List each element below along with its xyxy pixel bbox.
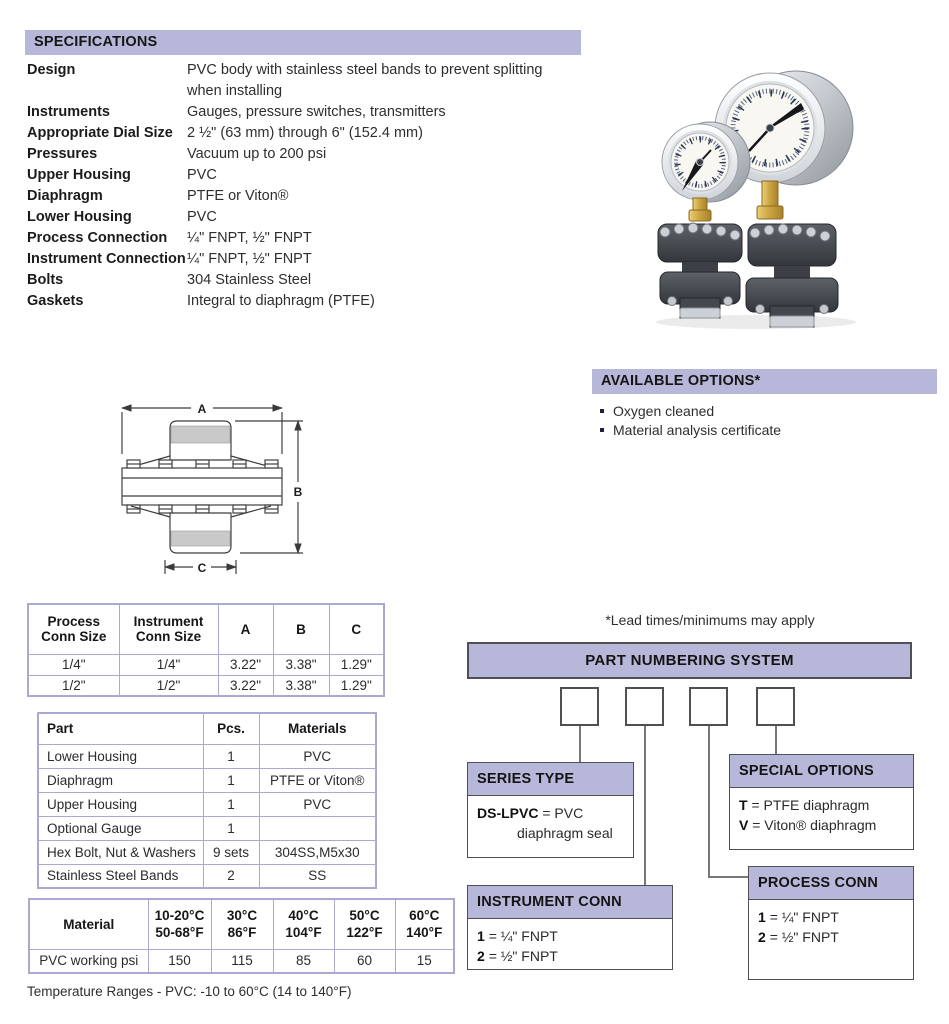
cell: 9 sets	[203, 840, 259, 864]
spec-label: Appropriate Dial Size	[27, 125, 173, 141]
cell: 1.29"	[329, 654, 384, 675]
series-type-entry: diaphragm seal	[517, 825, 613, 841]
table-row	[29, 949, 454, 973]
cell: 1	[203, 768, 259, 792]
table-row	[38, 816, 376, 840]
table-row	[28, 654, 384, 675]
cell: 150	[148, 949, 211, 973]
column-header: Pcs.	[203, 713, 259, 744]
cell: Stainless Steel Bands	[38, 864, 203, 888]
cell: Hex Bolt, Nut & Washers	[38, 840, 203, 864]
spec-value: PVC	[187, 209, 217, 225]
cell: 2	[203, 864, 259, 888]
spec-value: PVC	[187, 167, 217, 183]
table-header-row	[38, 713, 376, 744]
specifications-header: SPECIFICATIONS	[25, 30, 581, 55]
spec-row	[27, 291, 583, 312]
spec-label: Process Connection	[27, 230, 168, 246]
column-header: 40°C 104°F	[273, 899, 334, 949]
cell: 60	[334, 949, 395, 973]
spec-row	[27, 270, 583, 291]
column-header: 10-20°C 50-68°F	[148, 899, 211, 949]
special-options-entry: T = PTFE diaphragm	[739, 797, 870, 813]
spec-label: Instruments	[27, 104, 110, 120]
spec-label: Bolts	[27, 272, 64, 288]
instrument-conn-entry: 1 = ¼" FNPT	[477, 928, 558, 944]
spec-row	[27, 207, 583, 228]
connector-line	[775, 726, 777, 755]
column-header: 30°C 86°F	[211, 899, 273, 949]
instrument-conn-entry: 2 = ½" FNPT	[477, 948, 558, 964]
cell: PVC	[259, 744, 376, 768]
spec-label: Gaskets	[27, 293, 84, 309]
temperature-range-note: Temperature Ranges - PVC: -10 to 60°C (14 to 140°F)	[27, 984, 352, 999]
dim-b-label: B	[293, 485, 303, 499]
column-header: Process Conn Size	[28, 604, 119, 654]
connector-line	[708, 876, 749, 878]
process-conn-entry: 2 = ½" FNPT	[758, 929, 839, 945]
series-type-title: SERIES TYPE	[468, 763, 633, 796]
cell: 1	[203, 816, 259, 840]
connector-line	[579, 726, 581, 763]
part-number-digit-box-2	[625, 687, 664, 726]
parts-table	[37, 712, 377, 889]
cell: 304SS,M5x30	[259, 840, 376, 864]
cell: 1	[203, 792, 259, 816]
spec-value: ¼" FNPT, ½" FNPT	[187, 251, 312, 267]
spec-value: Gauges, pressure switches, transmitters	[187, 104, 446, 120]
cell: SS	[259, 864, 376, 888]
cell: PTFE or Viton®	[259, 768, 376, 792]
column-header: Instrument Conn Size	[119, 604, 218, 654]
instrument-conn-box	[467, 885, 673, 970]
cell: 3.22"	[218, 675, 273, 696]
option-item	[600, 402, 930, 421]
series-type-entry: DS-LPVC = PVC	[477, 805, 584, 821]
special-options-box	[729, 754, 914, 850]
cell: 1/4"	[28, 654, 119, 675]
process-conn-box	[748, 866, 914, 980]
spec-value: Vacuum up to 200 psi	[187, 146, 327, 162]
column-header: Part	[38, 713, 203, 744]
cell: 3.38"	[273, 675, 329, 696]
special-options-entry: V = Viton® diaphragm	[739, 817, 877, 833]
part-number-digit-box-1	[560, 687, 599, 726]
cell: Upper Housing	[38, 792, 203, 816]
process-conn-title: PROCESS CONN	[749, 867, 913, 900]
column-header: 60°C 140°F	[395, 899, 454, 949]
column-header: C	[329, 604, 384, 654]
spec-label: Pressures	[27, 146, 98, 162]
cell: 3.38"	[273, 654, 329, 675]
spec-label: Upper Housing	[27, 167, 131, 183]
cell: 115	[211, 949, 273, 973]
table-row	[38, 864, 376, 888]
table-header-row	[28, 604, 384, 654]
spec-value: ¼" FNPT, ½" FNPT	[187, 230, 312, 246]
cell: 1.29"	[329, 675, 384, 696]
spec-value: PTFE or Viton®	[187, 188, 289, 204]
instrument-conn-title: INSTRUMENT CONN	[468, 886, 672, 919]
cell: Lower Housing	[38, 744, 203, 768]
lead-time-note: *Lead times/minimums may apply	[605, 612, 815, 628]
spec-label: Lower Housing	[27, 209, 132, 225]
cell: 15	[395, 949, 454, 973]
cell: Optional Gauge	[38, 816, 203, 840]
temperature-table	[28, 898, 455, 974]
column-header: A	[218, 604, 273, 654]
product-photo	[628, 10, 940, 332]
spec-label: Instrument Connection	[27, 251, 186, 267]
spec-row	[27, 165, 583, 186]
cell: 1/2"	[28, 675, 119, 696]
part-number-digit-box-3	[689, 687, 728, 726]
spec-label: Diaphragm	[27, 188, 103, 204]
dim-a-label: A	[197, 402, 207, 416]
cell: 3.22"	[218, 654, 273, 675]
cell	[259, 816, 376, 840]
table-row	[38, 840, 376, 864]
column-header: 50°C 122°F	[334, 899, 395, 949]
table-header-row	[29, 899, 454, 949]
bullet-icon	[600, 428, 604, 432]
spec-row	[27, 123, 583, 144]
part-numbering-header: PART NUMBERING SYSTEM	[467, 642, 912, 679]
cell: 1/4"	[119, 654, 218, 675]
available-options-header: AVAILABLE OPTIONS*	[592, 369, 937, 394]
dimension-table	[27, 603, 385, 697]
available-options-list	[600, 402, 930, 440]
process-conn-entry: 1 = ¼" FNPT	[758, 909, 839, 925]
column-header: Materials	[259, 713, 376, 744]
cell: 1/2"	[119, 675, 218, 696]
spec-value: 2 ½" (63 mm) through 6" (152.4 mm)	[187, 125, 423, 141]
spec-value: Integral to diaphragm (PTFE)	[187, 293, 375, 309]
spec-row	[27, 249, 583, 270]
cell: 1	[203, 744, 259, 768]
cell: Diaphragm	[38, 768, 203, 792]
spec-value: 304 Stainless Steel	[187, 272, 312, 288]
series-type-box	[467, 762, 634, 858]
spec-row	[27, 228, 583, 249]
cell: PVC	[259, 792, 376, 816]
option-label: Oxygen cleaned	[613, 403, 715, 419]
bullet-icon	[600, 409, 604, 413]
spec-row	[27, 186, 583, 207]
dim-c-label: C	[197, 561, 207, 575]
option-item	[600, 421, 930, 440]
special-options-title: SPECIAL OPTIONS	[730, 755, 913, 788]
cell: PVC working psi	[29, 949, 148, 973]
column-header: B	[273, 604, 329, 654]
spec-value: PVC body with stainless steel bands to prevent splitting when installing	[187, 62, 543, 99]
small-gauge	[658, 122, 750, 318]
connector-line	[708, 726, 710, 877]
table-row	[38, 792, 376, 816]
column-header: Material	[29, 899, 148, 949]
table-row	[38, 744, 376, 768]
cell: 85	[273, 949, 334, 973]
table-row	[38, 768, 376, 792]
spec-row	[27, 102, 583, 123]
spec-label: Design	[27, 62, 76, 78]
table-row	[28, 675, 384, 696]
spec-row	[27, 144, 583, 165]
specifications-list	[27, 60, 583, 312]
dimension-drawing	[95, 392, 340, 592]
connector-line	[644, 726, 646, 886]
spec-row	[27, 60, 583, 102]
option-label: Material analysis certificate	[613, 422, 782, 438]
part-number-digit-box-4	[756, 687, 795, 726]
